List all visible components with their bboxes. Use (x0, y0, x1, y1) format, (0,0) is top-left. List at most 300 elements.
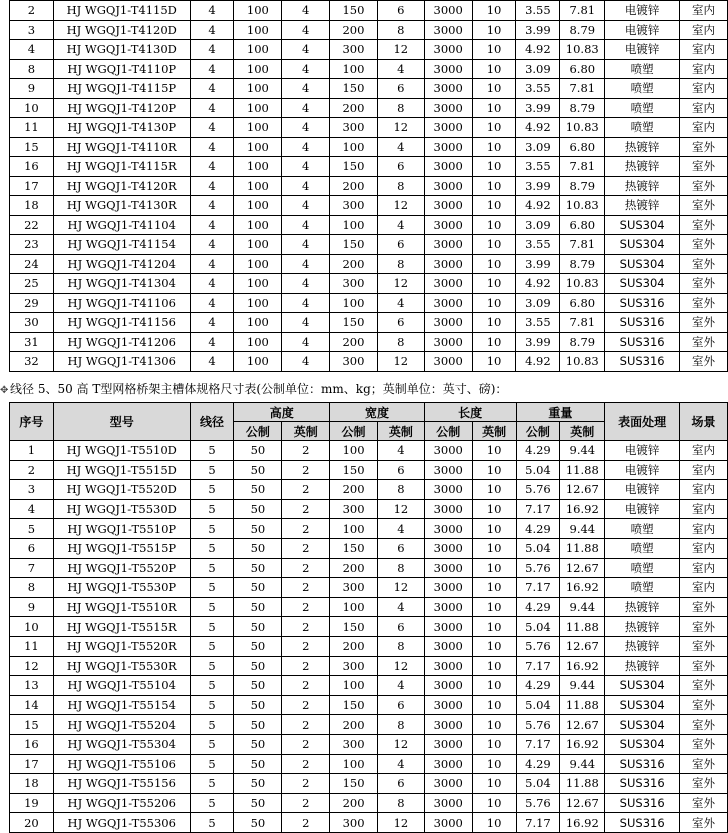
cell-model: HJ WGQJ1-T5520R (53, 636, 190, 656)
cell-surface: 热镀锌 (605, 617, 680, 637)
cell-weight-imperial: 7.81 (560, 235, 605, 255)
cell-height-imperial: 2 (282, 499, 330, 519)
cell-weight-imperial: 11.88 (560, 538, 605, 558)
cell-length-metric: 3000 (424, 40, 472, 60)
table-row (10, 813, 728, 833)
cell-width-imperial: 6 (377, 79, 424, 99)
cell-width-imperial: 8 (377, 793, 424, 813)
table-row (10, 313, 728, 333)
cell-width-metric: 200 (330, 254, 378, 274)
cell-seq: 13 (10, 676, 54, 696)
cell-weight-imperial: 8.79 (560, 20, 605, 40)
cell-length-imperial: 10 (472, 676, 516, 696)
cell-height-metric: 100 (234, 118, 282, 138)
cell-weight-metric: 3.99 (516, 332, 560, 352)
cell-seq: 25 (10, 274, 54, 294)
cell-scene: 室内 (680, 519, 728, 539)
cell-height-imperial: 4 (282, 137, 330, 157)
cell-surface: 喷塑 (605, 558, 680, 578)
cell-seq: 3 (10, 20, 54, 40)
cell-weight-imperial: 12.67 (560, 558, 605, 578)
cell-model: HJ WGQJ1-T5520D (53, 480, 190, 500)
cell-surface: SUS316 (605, 293, 680, 313)
cell-length-metric: 3000 (424, 20, 472, 40)
cell-height-metric: 50 (234, 754, 282, 774)
table-row (10, 40, 728, 60)
cell-width-imperial: 6 (377, 1, 424, 21)
cell-weight-imperial: 16.92 (560, 499, 605, 519)
cell-length-imperial: 10 (472, 274, 516, 294)
cell-length-metric: 3000 (424, 441, 472, 461)
cell-length-metric: 3000 (424, 98, 472, 118)
cell-wire: 5 (190, 813, 234, 833)
cell-width-metric: 100 (330, 676, 378, 696)
cell-length-imperial: 10 (472, 20, 516, 40)
cell-height-metric: 50 (234, 617, 282, 637)
cell-scene: 室内 (680, 79, 728, 99)
cell-surface: SUS316 (605, 313, 680, 333)
cell-height-metric: 50 (234, 578, 282, 598)
cell-weight-imperial: 9.44 (560, 519, 605, 539)
cell-surface: 热镀锌 (605, 137, 680, 157)
cell-model: HJ WGQJ1-T5510R (53, 597, 190, 617)
cell-seq: 3 (10, 480, 54, 500)
cell-height-metric: 50 (234, 597, 282, 617)
cell-weight-metric: 7.17 (516, 813, 560, 833)
cell-weight-imperial: 12.67 (560, 793, 605, 813)
cell-width-imperial: 4 (377, 59, 424, 79)
cell-scene: 室内 (680, 538, 728, 558)
cell-weight-imperial: 9.44 (560, 441, 605, 461)
cell-height-metric: 100 (234, 352, 282, 372)
cell-length-metric: 3000 (424, 617, 472, 637)
cell-seq: 29 (10, 293, 54, 313)
cell-scene: 室外 (680, 597, 728, 617)
cell-length-imperial: 10 (472, 1, 516, 21)
cell-weight-imperial: 10.83 (560, 40, 605, 60)
cell-width-metric: 300 (330, 578, 378, 598)
table-row (10, 597, 728, 617)
cell-length-imperial: 10 (472, 617, 516, 637)
cell-model: HJ WGQJ1-T55154 (53, 695, 190, 715)
cell-scene: 室外 (680, 715, 728, 735)
cell-scene: 室外 (680, 636, 728, 656)
cell-seq: 11 (10, 636, 54, 656)
cell-width-metric: 300 (330, 274, 378, 294)
cell-height-metric: 100 (234, 196, 282, 216)
cell-wire: 4 (190, 254, 234, 274)
cell-height-metric: 100 (234, 79, 282, 99)
cell-height-metric: 50 (234, 793, 282, 813)
cell-wire: 4 (190, 98, 234, 118)
table-row (10, 20, 728, 40)
cell-length-imperial: 10 (472, 176, 516, 196)
cell-length-imperial: 10 (472, 480, 516, 500)
table-row (10, 118, 728, 138)
cell-seq: 6 (10, 538, 54, 558)
cell-scene: 室外 (680, 813, 728, 833)
cell-seq: 17 (10, 176, 54, 196)
cell-wire: 5 (190, 538, 234, 558)
cell-width-metric: 150 (330, 538, 378, 558)
cell-seq: 9 (10, 597, 54, 617)
table-row (10, 254, 728, 274)
cell-width-imperial: 12 (377, 118, 424, 138)
cell-scene: 室内 (680, 460, 728, 480)
cell-seq: 12 (10, 656, 54, 676)
cell-width-metric: 150 (330, 774, 378, 794)
cell-height-imperial: 2 (282, 519, 330, 539)
cell-height-metric: 50 (234, 636, 282, 656)
cell-seq: 10 (10, 617, 54, 637)
cell-weight-metric: 4.92 (516, 274, 560, 294)
cell-model: HJ WGQJ1-T55306 (53, 813, 190, 833)
table-row (10, 274, 728, 294)
cell-height-metric: 50 (234, 676, 282, 696)
cell-height-metric: 50 (234, 441, 282, 461)
cell-weight-metric: 4.92 (516, 118, 560, 138)
cell-length-metric: 3000 (424, 558, 472, 578)
cell-length-metric: 3000 (424, 676, 472, 696)
cell-seq: 30 (10, 313, 54, 333)
header-height-metric: 公制 (234, 422, 282, 441)
cell-length-imperial: 10 (472, 519, 516, 539)
table-row (10, 774, 728, 794)
cell-length-metric: 3000 (424, 715, 472, 735)
cell-scene: 室外 (680, 313, 728, 333)
cell-wire: 5 (190, 656, 234, 676)
cell-length-metric: 3000 (424, 332, 472, 352)
cell-width-metric: 200 (330, 332, 378, 352)
cell-wire: 5 (190, 519, 234, 539)
cell-surface: SUS316 (605, 352, 680, 372)
cell-length-imperial: 10 (472, 538, 516, 558)
cell-weight-imperial: 12.67 (560, 715, 605, 735)
cell-width-metric: 150 (330, 313, 378, 333)
cell-surface: SUS316 (605, 332, 680, 352)
cell-width-imperial: 8 (377, 176, 424, 196)
cell-weight-metric: 3.09 (516, 59, 560, 79)
cell-width-imperial: 6 (377, 695, 424, 715)
cell-wire: 5 (190, 715, 234, 735)
cell-width-metric: 300 (330, 813, 378, 833)
cell-length-imperial: 10 (472, 137, 516, 157)
cell-length-metric: 3000 (424, 538, 472, 558)
cell-length-imperial: 10 (472, 235, 516, 255)
cell-length-imperial: 10 (472, 734, 516, 754)
cell-weight-imperial: 12.67 (560, 480, 605, 500)
cell-wire: 5 (190, 754, 234, 774)
table-row (10, 441, 728, 461)
cell-surface: SUS304 (605, 695, 680, 715)
cell-width-imperial: 6 (377, 538, 424, 558)
cell-weight-metric: 3.55 (516, 235, 560, 255)
cell-height-imperial: 4 (282, 98, 330, 118)
cell-length-imperial: 10 (472, 793, 516, 813)
cell-weight-metric: 4.92 (516, 196, 560, 216)
spec-table-wire-4 (9, 0, 728, 372)
cell-height-metric: 50 (234, 715, 282, 735)
cell-width-imperial: 8 (377, 98, 424, 118)
cell-weight-imperial: 16.92 (560, 656, 605, 676)
cell-height-metric: 50 (234, 734, 282, 754)
cell-weight-imperial: 10.83 (560, 196, 605, 216)
cell-surface: SUS316 (605, 793, 680, 813)
cell-weight-imperial: 12.67 (560, 636, 605, 656)
cell-wire: 4 (190, 59, 234, 79)
cell-length-imperial: 10 (472, 196, 516, 216)
cell-height-metric: 100 (234, 137, 282, 157)
table-row (10, 754, 728, 774)
cell-wire: 5 (190, 499, 234, 519)
cell-width-metric: 200 (330, 793, 378, 813)
cell-scene: 室外 (680, 332, 728, 352)
cell-seq: 20 (10, 813, 54, 833)
cell-height-metric: 100 (234, 313, 282, 333)
cell-width-imperial: 6 (377, 774, 424, 794)
cell-model: HJ WGQJ1-T41306 (53, 352, 190, 372)
cell-seq: 8 (10, 59, 54, 79)
table-row (10, 538, 728, 558)
cell-height-imperial: 2 (282, 597, 330, 617)
cell-seq: 2 (10, 460, 54, 480)
cell-length-metric: 3000 (424, 519, 472, 539)
cell-width-imperial: 4 (377, 597, 424, 617)
table-caption (0, 380, 728, 400)
cell-width-metric: 100 (330, 59, 378, 79)
cell-seq: 18 (10, 196, 54, 216)
cell-seq: 11 (10, 118, 54, 138)
cell-weight-metric: 5.76 (516, 793, 560, 813)
header-wire: 线径 (190, 403, 234, 441)
cell-length-imperial: 10 (472, 597, 516, 617)
cell-width-imperial: 4 (377, 215, 424, 235)
cell-height-imperial: 2 (282, 793, 330, 813)
cell-model: HJ WGQJ1-T4120R (53, 176, 190, 196)
spec-table-wire-5 (9, 402, 728, 833)
cell-weight-imperial: 11.88 (560, 774, 605, 794)
cell-height-imperial: 2 (282, 441, 330, 461)
cell-length-imperial: 10 (472, 754, 516, 774)
cell-model: HJ WGQJ1-T4110R (53, 137, 190, 157)
cell-wire: 4 (190, 352, 234, 372)
cell-weight-metric: 5.04 (516, 617, 560, 637)
cell-height-imperial: 2 (282, 734, 330, 754)
cell-model: HJ WGQJ1-T41106 (53, 293, 190, 313)
cell-weight-metric: 5.76 (516, 715, 560, 735)
header-surface: 表面处理 (605, 403, 680, 441)
cell-weight-metric: 7.17 (516, 656, 560, 676)
cell-wire: 5 (190, 695, 234, 715)
cell-height-imperial: 4 (282, 274, 330, 294)
cell-length-imperial: 10 (472, 813, 516, 833)
table-row (10, 734, 728, 754)
cell-length-imperial: 10 (472, 40, 516, 60)
cell-wire: 5 (190, 734, 234, 754)
cell-surface: 电镀锌 (605, 1, 680, 21)
cell-weight-metric: 4.92 (516, 40, 560, 60)
cell-length-metric: 3000 (424, 137, 472, 157)
cell-width-imperial: 12 (377, 734, 424, 754)
cell-weight-metric: 5.04 (516, 695, 560, 715)
cell-surface: SUS304 (605, 215, 680, 235)
header-length-imperial: 英制 (472, 422, 516, 441)
cell-scene: 室内 (680, 20, 728, 40)
cell-weight-imperial: 6.80 (560, 59, 605, 79)
cell-seq: 32 (10, 352, 54, 372)
cell-wire: 5 (190, 617, 234, 637)
cell-weight-imperial: 6.80 (560, 215, 605, 235)
cell-wire: 4 (190, 118, 234, 138)
cell-scene: 室外 (680, 695, 728, 715)
cell-seq: 24 (10, 254, 54, 274)
cell-weight-metric: 3.55 (516, 313, 560, 333)
cell-height-imperial: 4 (282, 176, 330, 196)
cell-weight-metric: 5.76 (516, 558, 560, 578)
cell-height-imperial: 4 (282, 235, 330, 255)
cell-height-metric: 50 (234, 813, 282, 833)
cell-length-imperial: 10 (472, 441, 516, 461)
cell-scene: 室外 (680, 196, 728, 216)
cell-height-imperial: 4 (282, 254, 330, 274)
header-height: 高度 (234, 403, 330, 422)
cell-surface: SUS304 (605, 235, 680, 255)
table-row (10, 499, 728, 519)
cell-width-imperial: 8 (377, 715, 424, 735)
cell-surface: 喷塑 (605, 79, 680, 99)
table-move-handle-icon[interactable]: ✥ (0, 385, 9, 396)
cell-weight-imperial: 10.83 (560, 118, 605, 138)
table-row (10, 519, 728, 539)
cell-height-imperial: 2 (282, 617, 330, 637)
cell-length-metric: 3000 (424, 196, 472, 216)
header-length: 长度 (424, 403, 516, 422)
cell-weight-metric: 4.29 (516, 441, 560, 461)
cell-weight-metric: 4.29 (516, 676, 560, 696)
cell-model: HJ WGQJ1-T41206 (53, 332, 190, 352)
table-row (10, 460, 728, 480)
cell-length-metric: 3000 (424, 734, 472, 754)
cell-surface: SUS304 (605, 274, 680, 294)
table-row (10, 235, 728, 255)
cell-wire: 4 (190, 20, 234, 40)
cell-scene: 室内 (680, 578, 728, 598)
cell-scene: 室外 (680, 754, 728, 774)
cell-height-metric: 50 (234, 460, 282, 480)
cell-height-imperial: 2 (282, 676, 330, 696)
cell-width-imperial: 6 (377, 313, 424, 333)
cell-wire: 4 (190, 79, 234, 99)
cell-width-imperial: 12 (377, 813, 424, 833)
cell-model: HJ WGQJ1-T55156 (53, 774, 190, 794)
cell-width-metric: 200 (330, 715, 378, 735)
cell-length-imperial: 10 (472, 98, 516, 118)
cell-weight-imperial: 6.80 (560, 293, 605, 313)
cell-length-imperial: 10 (472, 774, 516, 794)
cell-width-imperial: 6 (377, 157, 424, 177)
cell-surface: SUS316 (605, 754, 680, 774)
cell-length-imperial: 10 (472, 578, 516, 598)
cell-seq: 1 (10, 441, 54, 461)
cell-height-imperial: 2 (282, 480, 330, 500)
cell-model: HJ WGQJ1-T5515D (53, 460, 190, 480)
table-row (10, 215, 728, 235)
cell-wire: 4 (190, 332, 234, 352)
cell-scene: 室外 (680, 293, 728, 313)
cell-surface: SUS316 (605, 813, 680, 833)
cell-wire: 4 (190, 313, 234, 333)
cell-height-imperial: 4 (282, 118, 330, 138)
cell-scene: 室内 (680, 98, 728, 118)
table-row (10, 59, 728, 79)
cell-seq: 4 (10, 40, 54, 60)
cell-height-metric: 100 (234, 176, 282, 196)
table-row (10, 352, 728, 372)
cell-length-imperial: 10 (472, 636, 516, 656)
header-model: 型号 (53, 403, 190, 441)
cell-scene: 室外 (680, 254, 728, 274)
cell-length-imperial: 10 (472, 715, 516, 735)
cell-seq: 8 (10, 578, 54, 598)
cell-height-imperial: 2 (282, 774, 330, 794)
cell-weight-metric: 3.99 (516, 254, 560, 274)
cell-model: HJ WGQJ1-T55104 (53, 676, 190, 696)
cell-wire: 4 (190, 196, 234, 216)
cell-scene: 室外 (680, 656, 728, 676)
cell-width-imperial: 6 (377, 460, 424, 480)
cell-height-imperial: 2 (282, 695, 330, 715)
cell-scene: 室外 (680, 352, 728, 372)
cell-height-imperial: 4 (282, 157, 330, 177)
cell-length-imperial: 10 (472, 332, 516, 352)
cell-length-imperial: 10 (472, 215, 516, 235)
cell-scene: 室外 (680, 274, 728, 294)
table-row (10, 79, 728, 99)
cell-width-metric: 200 (330, 98, 378, 118)
cell-surface: SUS304 (605, 254, 680, 274)
cell-model: HJ WGQJ1-T4115P (53, 79, 190, 99)
cell-wire: 4 (190, 157, 234, 177)
cell-height-metric: 100 (234, 215, 282, 235)
cell-weight-imperial: 7.81 (560, 157, 605, 177)
cell-width-metric: 200 (330, 636, 378, 656)
header-seq: 序号 (10, 403, 54, 441)
table-header-row (10, 403, 728, 422)
cell-weight-metric: 4.29 (516, 519, 560, 539)
cell-width-imperial: 4 (377, 137, 424, 157)
cell-height-imperial: 2 (282, 558, 330, 578)
cell-length-metric: 3000 (424, 118, 472, 138)
cell-width-metric: 150 (330, 79, 378, 99)
cell-height-metric: 100 (234, 20, 282, 40)
cell-length-metric: 3000 (424, 59, 472, 79)
cell-length-imperial: 10 (472, 254, 516, 274)
cell-weight-metric: 3.55 (516, 79, 560, 99)
cell-surface: 喷塑 (605, 578, 680, 598)
table-row (10, 695, 728, 715)
cell-surface: 热镀锌 (605, 656, 680, 676)
table-row (10, 98, 728, 118)
cell-height-metric: 100 (234, 235, 282, 255)
cell-length-imperial: 10 (472, 157, 516, 177)
cell-weight-imperial: 16.92 (560, 734, 605, 754)
cell-model: HJ WGQJ1-T4130R (53, 196, 190, 216)
header-weight-metric: 公制 (516, 422, 560, 441)
cell-surface: SUS304 (605, 734, 680, 754)
cell-weight-metric: 3.99 (516, 98, 560, 118)
table-row (10, 1, 728, 21)
cell-length-metric: 3000 (424, 480, 472, 500)
